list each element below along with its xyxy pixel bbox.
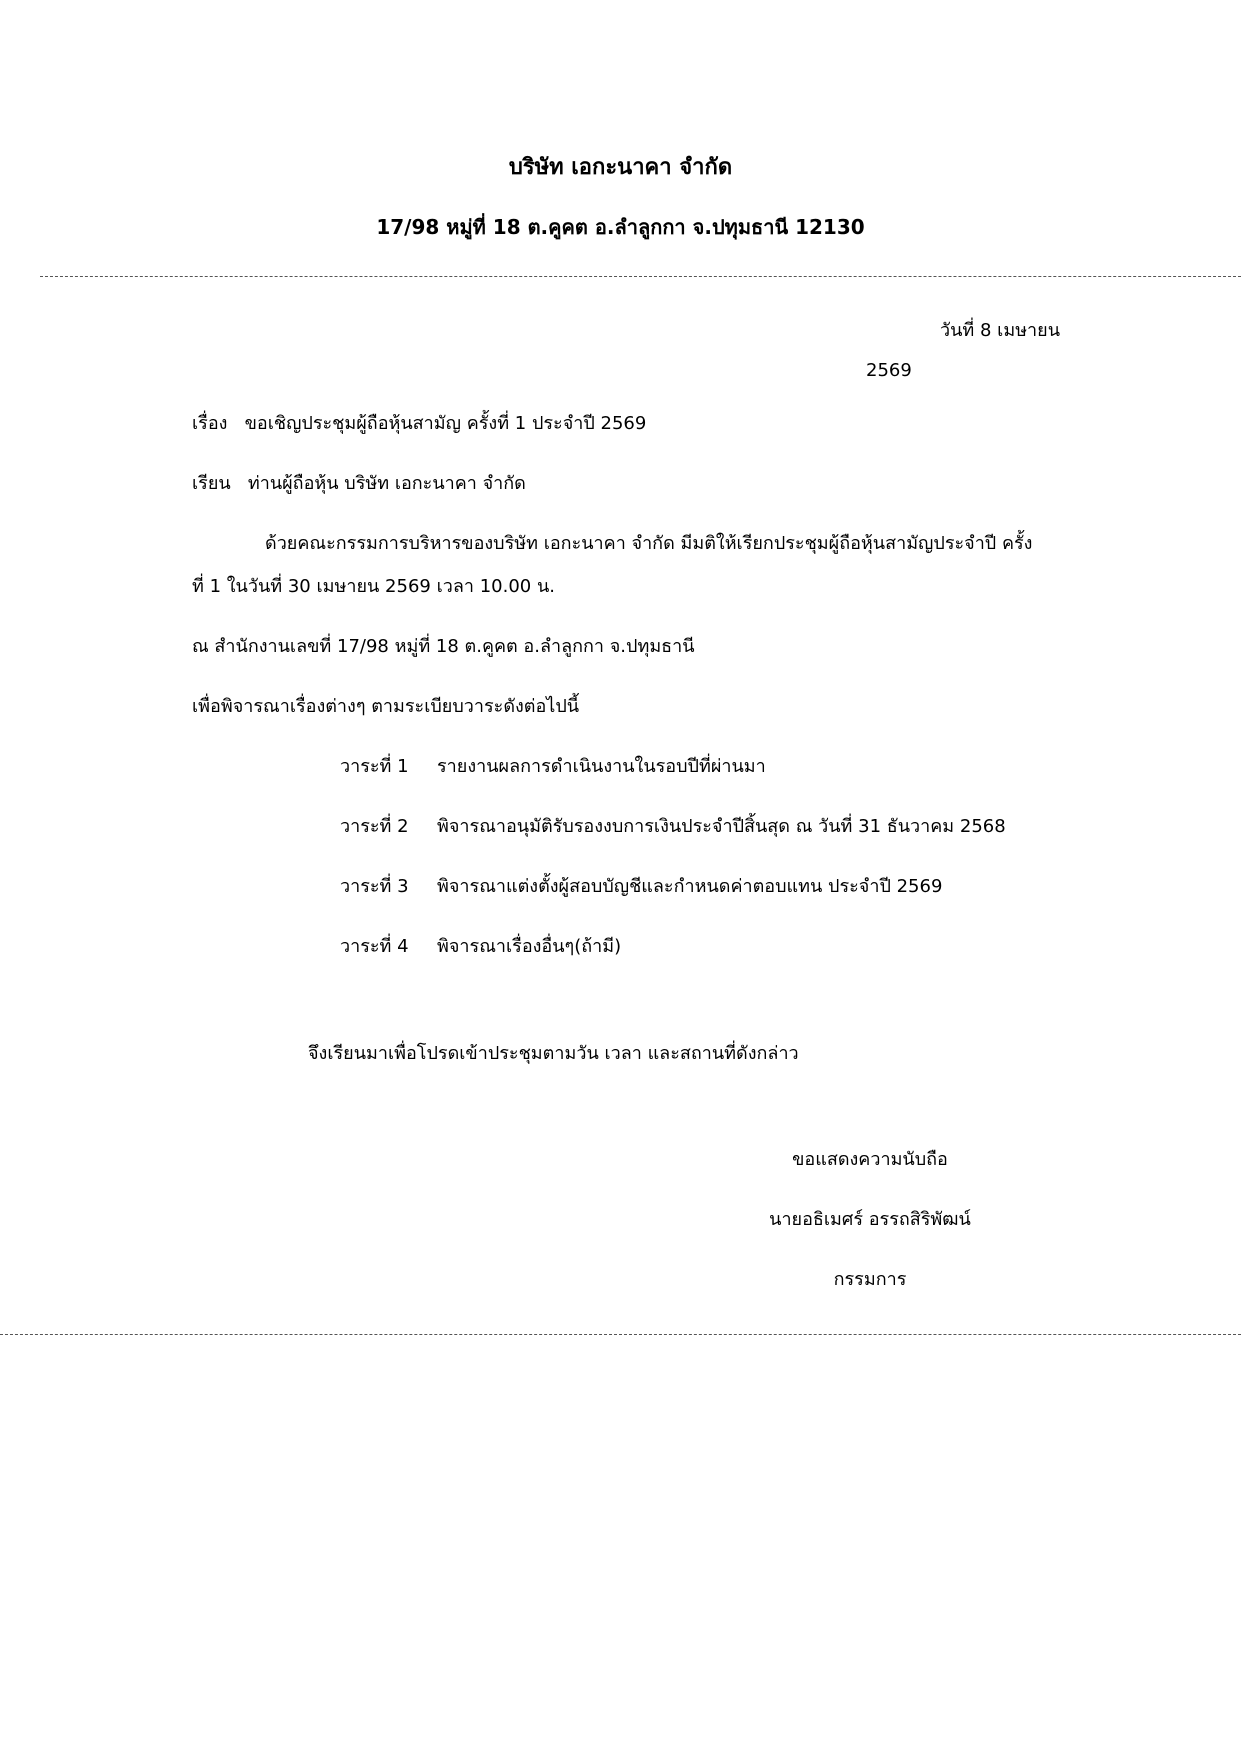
paragraph-line-1: ด้วยคณะกรรมการบริหารของบริษัท เอกะนาคา จำกัด มีมติให้เรียกประชุมผู้ถือหุ้นสามัญประจำปี ครั้ง <box>265 533 1033 554</box>
agenda-item-3-text: พิจารณาแต่งตั้งผู้สอบบัญชีและกำหนดค่าตอบแทน ประจำปี 2569 <box>437 876 943 897</box>
date-line-1: วันที่ 8 เมษายน <box>940 320 1061 341</box>
subject-text: ขอเชิญประชุมผู้ถือหุ้นสามัญ ครั้งที่ 1 ประจำปี 2569 <box>244 413 647 434</box>
agenda-item-4-number: วาระที่ 4 <box>340 936 409 957</box>
agenda-item-1-text: รายงานผลการดำเนินงานในรอบปีที่ผ่านมา <box>437 756 766 777</box>
venue-line: ณ สำนักงานเลขที่ 17/98 หมู่ที่ 18 ต.คูคต อ.ลำลูกกา จ.ปทุมธานี <box>192 636 695 657</box>
subject-line <box>192 411 646 437</box>
agenda-item-2-text: พิจารณาอนุมัติรับรองงบการเงินประจำปีสิ้นสุด ณ วันที่ 31 ธันวาคม 2568 <box>437 816 1006 837</box>
agenda-item-3-number: วาระที่ 3 <box>340 876 409 897</box>
recipient-line <box>192 471 526 497</box>
subject-label: เรื่อง <box>192 413 228 434</box>
signature-title: กรรมการ <box>833 1269 907 1290</box>
company-name: บริษัท เอกะนาคา จำกัด <box>508 155 733 180</box>
closing-line: จึงเรียนมาเพื่อโปรดเข้าประชุมตามวัน เวลา และสถานที่ดังกล่าว <box>308 1043 799 1064</box>
agenda-item-2-number: วาระที่ 2 <box>340 816 409 837</box>
bottom-divider <box>0 1334 1241 1335</box>
agenda-item-1-number: วาระที่ 1 <box>340 756 409 777</box>
recipient-label: เรียน <box>192 473 231 494</box>
agenda-item-4-text: พิจารณาเรื่องอื่นๆ(ถ้ามี) <box>437 936 622 957</box>
signature-salutation: ขอแสดงความนับถือ <box>792 1149 948 1170</box>
agenda-intro: เพื่อพิจารณาเรื่องต่างๆ ตามระเบียบวาระดังต่อไปนี้ <box>192 696 580 717</box>
paragraph-line-2: ที่ 1 ในวันที่ 30 เมษายน 2569 เวลา 10.00 น. <box>192 576 555 597</box>
company-address: 17/98 หมู่ที่ 18 ต.คูคต อ.ลำลูกกา จ.ปทุมธานี 12130 <box>376 215 865 239</box>
recipient-text: ท่านผู้ถือหุ้น บริษัท เอกะนาคา จำกัด <box>247 473 526 494</box>
top-divider <box>40 276 1241 277</box>
signature-name: นายอธิเมศร์ อรรถสิริพัฒน์ <box>769 1209 971 1230</box>
date-line-2: 2569 <box>866 360 912 381</box>
